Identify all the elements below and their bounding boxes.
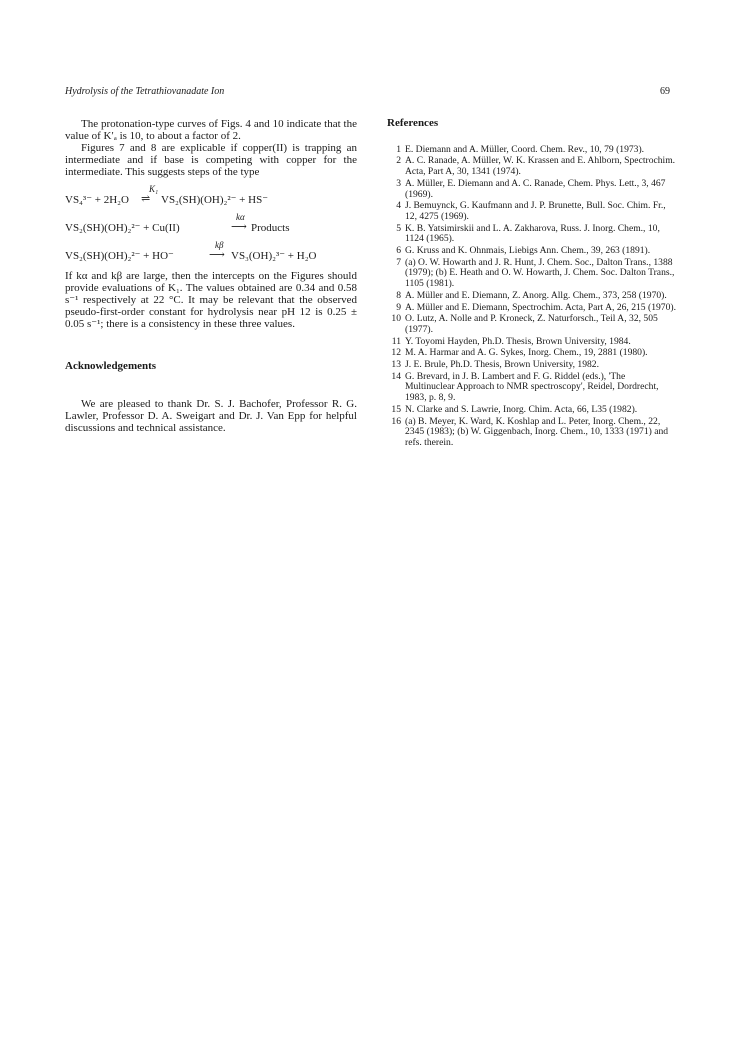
reference-text: N. Clarke and S. Lawrie, Inorg. Chim. Acta, 66, L35 (1982). [405,403,638,415]
equation-3-rate: kβ [215,240,224,250]
reference-text: J. Bemuynck, G. Kaufmann and J. P. Brunette, Bull. Soc. Chim. Fr., 12, 4275 (1969). [405,200,666,222]
reference-item [387,314,677,335]
equation-3 [65,236,357,262]
reference-item [387,258,677,290]
reference-number: 5 [396,222,401,234]
reference-text: (a) O. W. Howarth and J. R. Hunt, J. Chem. Soc., Dalton Trans., 1388 (1979); (b) E. Heath and O. W. Howarth, J. Chem. Soc. Dalton Trans., 1105 (1981). [405,256,675,290]
reference-item [387,156,677,177]
equation-2-rhs: Products [251,222,290,234]
reference-number: 12 [391,347,401,359]
equation-1-rhs: VS₂(SH)(OH)₂²⁻ + HS⁻ [161,194,269,206]
paragraph-intercepts: If kα and kβ are large, then the intercepts on the Figures should provide evaluations of K₁. The values obtained are 0.34 and 0.58 s⁻¹ respectively at 22 °C. It may be relevant that the observed pseudo-first-order constant for hydrolysis near pH 12 is 0.25 ± 0.05 s⁻¹; there is a consistency in these three values. [65,270,357,330]
reference-item [387,246,677,257]
reference-number: 2 [396,155,401,167]
reference-item [387,224,677,245]
running-title: Hydrolysis of the Tetrathiovanadate Ion [65,86,225,97]
reference-item [387,372,677,404]
equation-2-arrow: ⟶ [231,221,247,233]
references-list [387,145,677,449]
reference-number: 9 [396,301,401,313]
reference-item [387,348,677,359]
paragraph-copper: Figures 7 and 8 are explicable if copper(II) is trapping an intermediate and if base is competing with copper for the intermediate. This suggests steps of the type [65,142,357,178]
reference-number: 16 [391,415,401,427]
references-heading: References [387,117,439,129]
reference-item [387,337,677,348]
reference-text: J. E. Brule, Ph.D. Thesis, Brown University, 1982. [405,359,600,371]
reference-text: A. Müller, E. Diemann and A. C. Ranade, Chem. Phys. Lett., 3, 467 (1969). [405,177,666,200]
reference-number: 15 [391,403,401,415]
reference-text: (a) B. Meyer, K. Ward, K. Koshlap and L. Peter, Inorg. Chem., 22, 2345 (1983); (b) W. Giggenbach, Inorg. Chem., 10, 1333 (1971) and refs. therein. [405,415,669,448]
reference-number: 7 [396,256,401,268]
reference-number: 14 [391,370,401,382]
reference-text: A. C. Ranade, A. Müller, W. K. Krassen and E. Ahlborn, Spectrochim. Acta, Part A, 30, 1341 (1974). [405,155,676,178]
body-column [65,118,357,434]
reference-number: 4 [396,200,401,212]
equation-1-lhs: VS₄³⁻ + 2H₂O [65,194,129,206]
references-column [387,118,677,450]
reference-text: A. Müller and E. Diemann, Spectrochim. Acta, Part A, 26, 215 (1970). [405,301,676,313]
reference-number: 10 [391,313,401,325]
reference-item [387,405,677,416]
reference-text: E. Diemann and A. Müller, Coord. Chem. Rev., 10, 79 (1973). [405,143,645,155]
reference-item [387,417,677,449]
equation-1-arrow: ⇌ [141,193,151,205]
equation-1 [65,180,357,206]
reference-number: 13 [391,359,401,371]
reference-item [387,303,677,314]
reference-text: K. B. Yatsimirskii and L. A. Zakharova, Russ. J. Inorg. Chem., 10, 1124 (1965). [405,222,660,245]
equation-2-rate: kα [236,212,245,222]
equation-3-arrow: ⟶ [209,249,225,261]
acknowledgements-text: We are pleased to thank Dr. S. J. Bachofer, Professor R. G. Lawler, Professor D. A. Sweigart and Dr. J. Van Epp for helpful discussions and technical assistance. [65,398,357,434]
reference-text: M. A. Harmar and A. G. Sykes, Inorg. Chem., 19, 2881 (1980). [405,347,648,359]
reference-item [387,179,677,200]
reference-number: 8 [396,289,401,301]
page-number: 69 [660,86,670,97]
reference-item [387,201,677,222]
reference-text: O. Lutz, A. Nolle and P. Kroneck, Z. Naturforsch., Teil A, 32, 505 (1977). [405,313,658,335]
paragraph-protonation: The protonation-type curves of Figs. 4 and 10 indicate that the value of K′ₐ is 10, to about a factor of 2. [65,118,357,142]
equation-2-lhs: VS₂(SH)(OH)₂²⁻ + Cu(II) [65,222,180,234]
equation-1-rate: K₁ [149,184,159,194]
reference-text: G. Brevard, in J. B. Lambert and F. G. Riddel (eds.), 'The Multinuclear Approach to NMR spectroscopy', Reidel, Dordrecht, 1983, p. 8, 9. [405,370,659,404]
equation-3-rhs: VS₃(OH)₂³⁻ + H₂O [231,250,317,262]
reference-text: G. Kruss and K. Ohnmais, Liebigs Ann. Chem., 39, 263 (1891). [405,245,651,257]
equation-3-lhs: VS₂(SH)(OH)₂²⁻ + HO⁻ [65,250,174,262]
reference-item [387,145,677,156]
reference-number: 6 [396,245,401,257]
reference-text: Y. Toyomi Hayden, Ph.D. Thesis, Brown University, 1984. [405,335,631,347]
reference-item [387,291,677,302]
acknowledgements-heading: Acknowledgements [65,360,157,372]
reference-item [387,360,677,371]
reference-number: 3 [396,177,401,189]
equation-2 [65,208,357,234]
reference-text: A. Müller and E. Diemann, Z. Anorg. Allg. Chem., 373, 258 (1970). [405,289,667,301]
reference-number: 11 [391,335,401,347]
reference-number: 1 [396,143,401,155]
